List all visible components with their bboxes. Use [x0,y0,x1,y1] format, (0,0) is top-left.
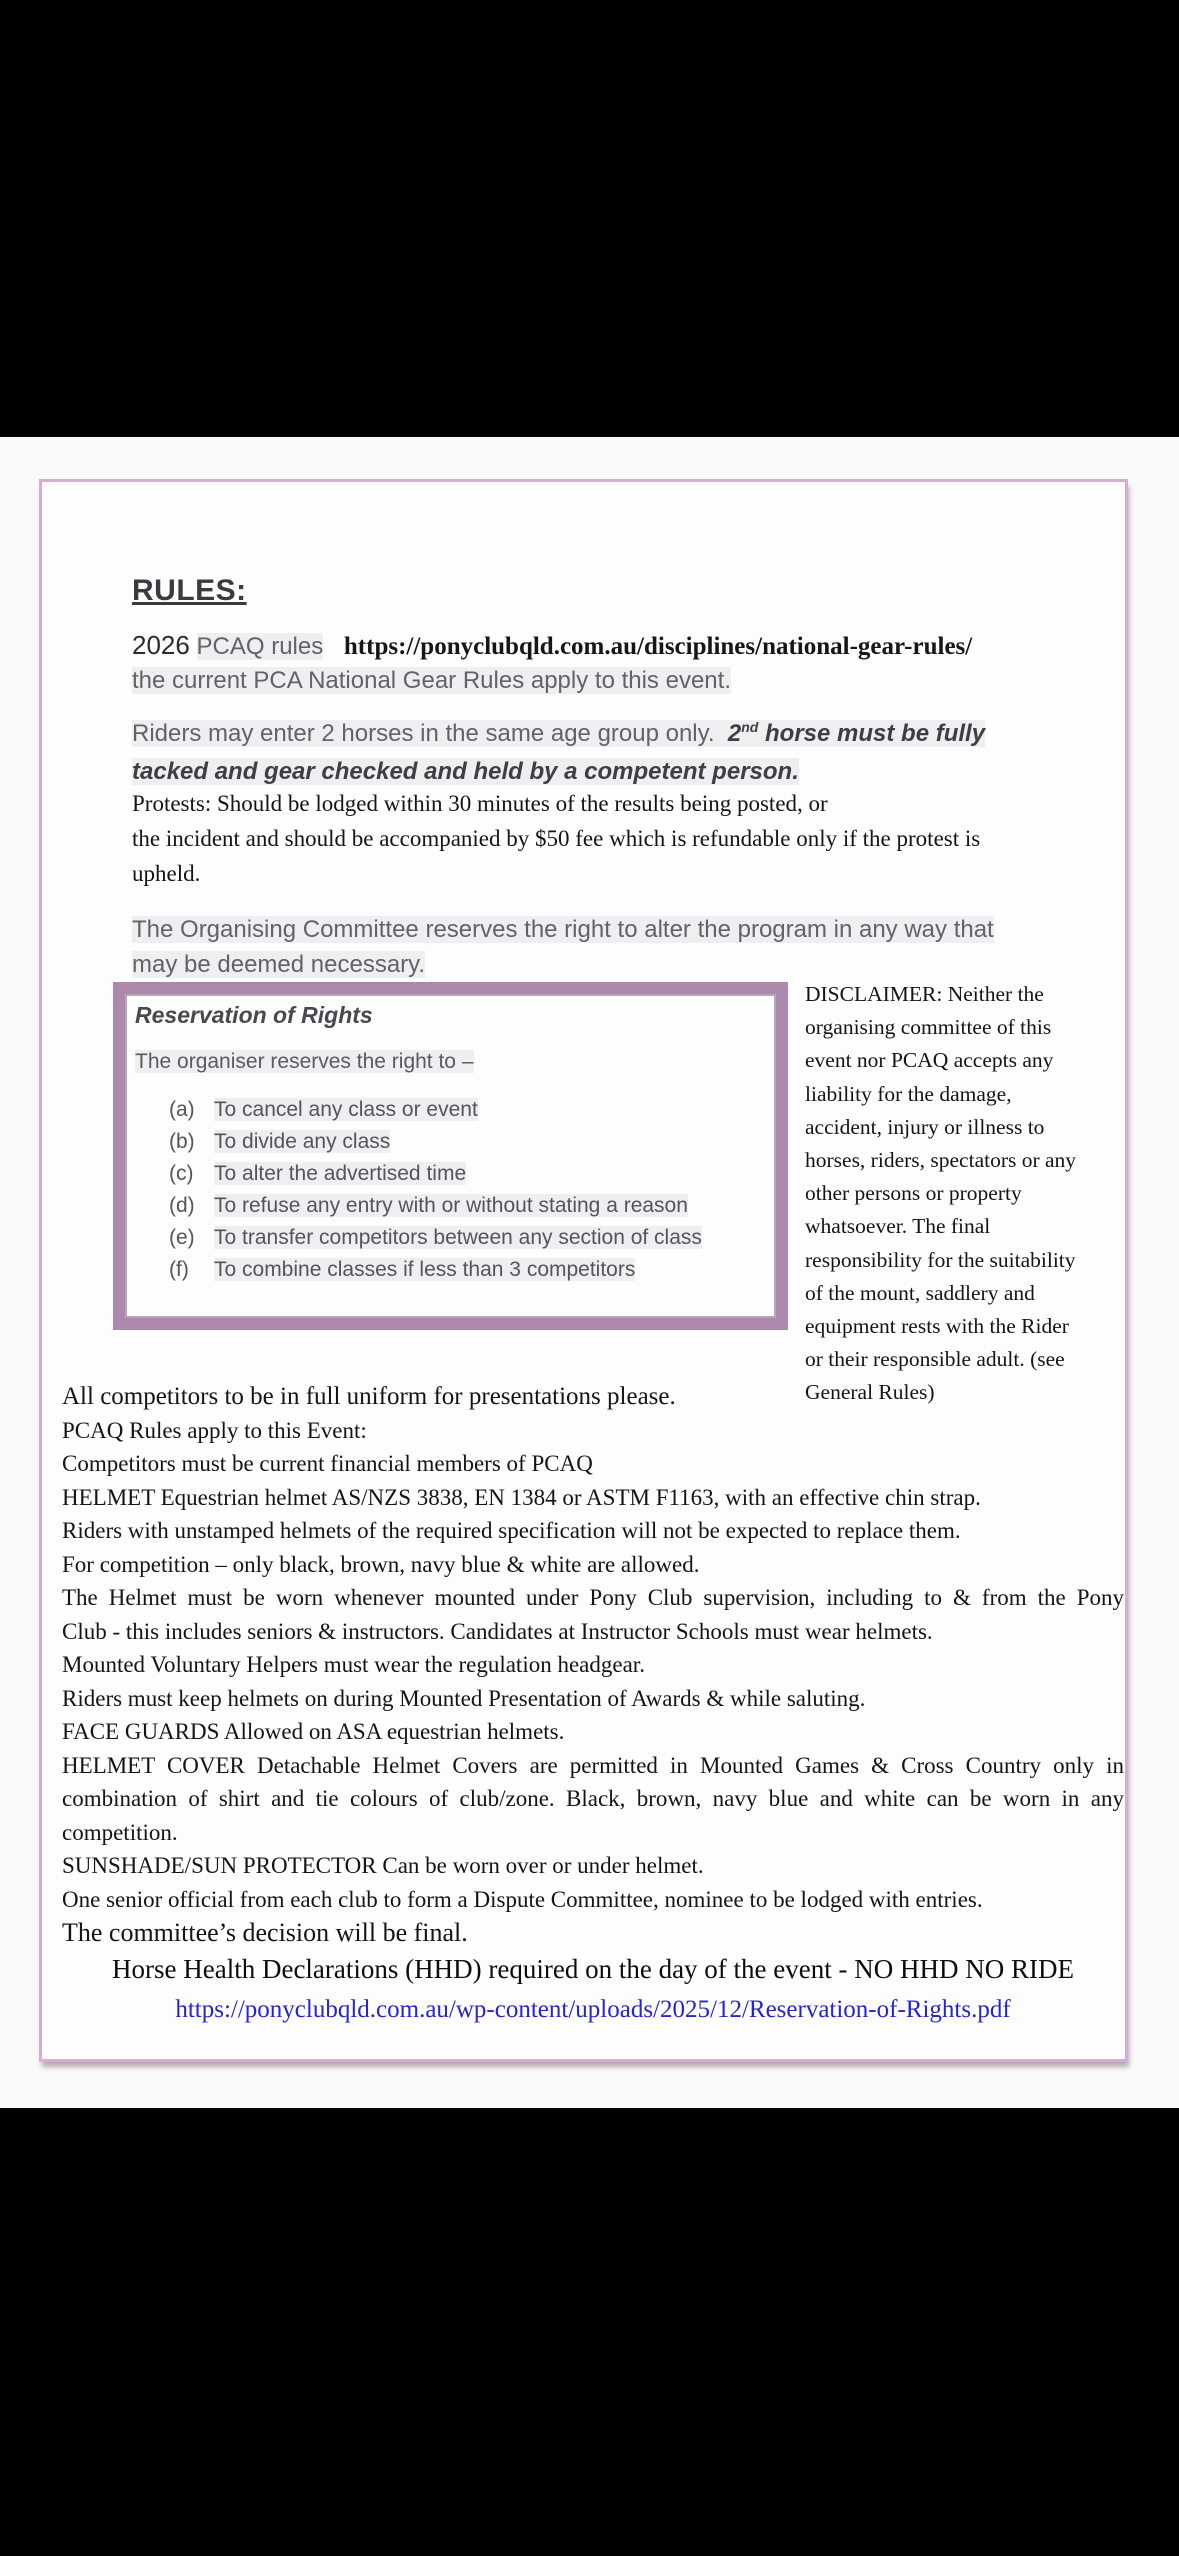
pcaq-rules-label: PCAQ rules [196,633,324,660]
list-item: (c) To alter the advertised time [169,1162,467,1185]
riders-line-2: tacked and gear checked and held by a competent person. [132,758,799,785]
list-item: (e) To transfer competitors between any section of class [169,1226,702,1249]
letterbox-bottom [0,2108,1179,2556]
document-background [0,437,1179,2108]
document-page [39,479,1128,2062]
reservation-of-rights-box [113,982,788,1330]
general-rules-text: All competitors to be in full uniform for presentations please. PCAQ Rules apply to this Event: Competitors must be current financial members of PCAQ HELMET Equestrian helmet AS/NZS 3838, EN 1384 or ASTM F1163, with an effective chin strap. Riders with unstamped helmets of the required specification will not be expected to replace them. For competition – only black, brown, navy blue & white are allowed. The Helmet must be worn whenever mounted under Pony Club supervision, including to & from the Pony Club - this includes seniors & instructors. Candidates at Instructor Schools must wear helmets. Mounted Voluntary Helpers must wear the regulation headgear. Riders must keep helmets on during Mounted Presentation of Awards & while saluting. FACE GUARDS Allowed on ASA equestrian helmets. HELMET COVER Detachable Helmet Covers are permitted in Mounted Games & Cross Country only in combination of shirt and tie colours of club/zone. Black, brown, navy blue and white can be worn in any competition. SUNSHADE/SUN PROTECTOR Can be worn over or under helmet. One senior official from each club to form a Dispute Committee, nominee to be lodged with entries. The committee’s decision will be final. [62,1383,1124,1947]
intro-paragraph [132,628,972,698]
riders-line-1 [132,708,985,753]
reservation-title: Reservation of Rights [135,1002,373,1028]
intro-line-1 [132,628,972,664]
reservation-subtitle: The organiser reserves the right to – [135,1050,474,1073]
list-item: (a) To cancel any class or event [169,1098,478,1121]
list-item: (f) To combine classes if less than 3 competitors [169,1258,636,1281]
list-item: (d) To refuse any entry with or without stating a reason [169,1194,688,1217]
riders-paragraph [132,708,985,791]
letterbox-top [0,0,1179,437]
riders-normal-text: Riders may enter 2 horses in the same age group only. [132,720,728,747]
organising-committee-paragraph: The Organising Committee reserves the right to alter the program in any way that may be deemed necessary. [132,916,994,978]
gear-rules-url-link[interactable]: https://ponyclubqld.com.au/disciplines/national-gear-rules/ [343,633,973,660]
reservation-list [169,1094,702,1286]
hhd-notice: Horse Health Declarations (HHD) required on the day of the event - NO HHD NO RIDE [112,1954,1074,1984]
intro-line-2: the current PCA National Gear Rules apply to this event. [132,667,731,694]
rules-heading: RULES: [132,574,247,607]
reservation-pdf-link[interactable]: https://ponyclubqld.com.au/wp-content/uploads/2025/12/Reservation-of-Rights.pdf [175,1996,1011,2023]
list-item: (b) To divide any class [169,1130,391,1153]
disclaimer-text: DISCLAIMER: Neither the organising committee of this event nor PCAQ accepts any liability for the damage, accident, injury or illness to horses, riders, spectators or any other persons or property whatsoever. The final responsibility for the suitability of the mount, saddlery and equipment rests with the Rider or their responsible adult. (see General Rules) [805,982,1077,1405]
second-horse-bold-text: 2nd horse must be fully [727,719,986,747]
protests-paragraph: Protests: Should be lodged within 30 minutes of the results being posted, or the incident and should be accompanied by $50 fee which is refundable only if the protest is upheld. [132,791,981,886]
year-text: 2026 [132,630,190,660]
